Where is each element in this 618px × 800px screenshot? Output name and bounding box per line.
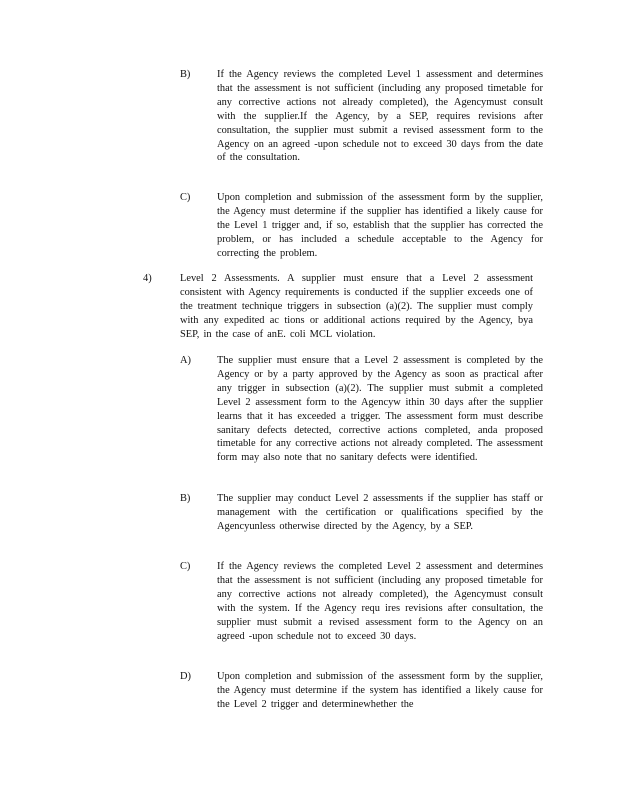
paragraph-text: The supplier must ensure that a Level 2 assessment is completed by the Agency or by a party approved by the Agency as soon as practical after any trigger in subsection (a)(2). The supplier must submit a completed Level 2 assessment form to the Agencyw ithin 30 days after the supplier learns that it has exceeded a trigger. The assessment form must describe sanitary defects detected, corrective actions completed, anda proposed timetable for any corrective actions not already completed. The assessment form may also note that no sanitary defects were identified. <box>217 355 543 464</box>
paragraph-text: If the Agency reviews the completed Level 1 assessment and determines that the assessment is not sufficient (including any proposed timetable for any corrective actions not already completed), the Agencymust consult with the supplier.If the Agency, by a SEP, requires revisions after consultation, the supplier must submit a revised assessment form to the Agency on an agreed -upon schedule not to exceed 30 days from the date of the consultation. <box>217 69 543 164</box>
paragraph-text: Level 2 Assessments. A supplier must ensure that a Level 2 assessment consistent with Agency requirements is conducted if the supplier exceeds one of the treatment technique triggers in subsection (a)(2). The supplier must comply with any expedited ac tions or additional actions required by the Agency, bya SEP, in the case of anE. coli MCL violation. <box>180 273 533 340</box>
paragraph-label: B) <box>180 69 191 80</box>
paragraph-label: D) <box>180 671 191 682</box>
paragraph-label: C) <box>180 192 191 203</box>
paragraph-text: The supplier may conduct Level 2 assessments if the supplier has staff or management with the certification or qualifications specified by the Agencyunless otherwise directed by the Agency, by a SEP. <box>217 493 543 532</box>
paragraph-label: B) <box>180 493 191 504</box>
paragraph-text: Upon completion and submission of the assessment form by the supplier, the Agency must determine if the supplier has identified a likely cause for the Level 1 trigger and, if so, establish that the supplier has corrected the problem, or has included a schedule acceptable to the Agency for correcting the problem. <box>217 192 543 259</box>
paragraph-label: C) <box>180 561 191 572</box>
paragraph-label: 4) <box>143 273 152 284</box>
paragraph-text: Upon completion and submission of the assessment form by the supplier, the Agency must determine if the system has identified a likely cause for the Level 2 trigger and determinewhether the <box>217 671 543 710</box>
paragraph-label: A) <box>180 355 191 366</box>
paragraph-text: If the Agency reviews the completed Level 2 assessment and determines that the assessment is not sufficient (including any proposed timetable for any corrective actions not already completed), the Agencymust consult with the system. If the Agency requ ires revisions after consultation, the supplier must submit a revised assessment form to the Agency on an agreed -upon schedule not to exceed 30 days. <box>217 561 543 642</box>
